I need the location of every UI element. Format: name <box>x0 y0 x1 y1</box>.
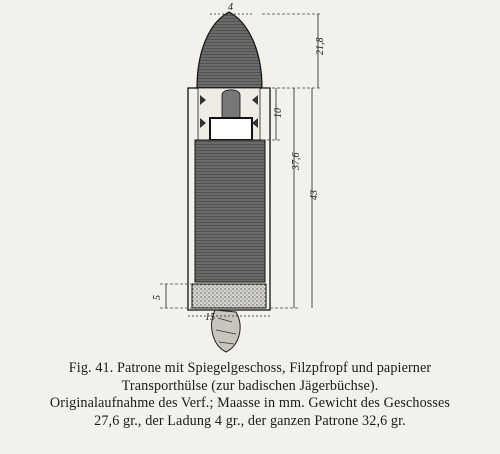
middle-length-label: 37,6 <box>291 152 302 170</box>
caption-line-4: 27,6 gr., der Ladung 4 gr., der ganzen Patrone 32,6 gr. <box>94 412 406 429</box>
felt-wad <box>210 118 252 140</box>
expansion-plug <box>222 90 240 118</box>
caption-line-1: Fig. 41. Patrone mit Spiegelgeschoss, Filzpfropf und papierner <box>68 360 432 376</box>
caption-line-2: Transporthülse (zur badischen Jägerbüchse). <box>121 377 379 394</box>
bullet-length-label: 21,8 <box>315 37 326 55</box>
inner-length-label: 10 <box>273 108 284 118</box>
figure-caption <box>0 360 500 430</box>
top-width-label: 4 <box>228 2 233 13</box>
caption-line-3: Originalaufnahme des Verf.; Maasse in mm. Gewicht des Geschosses <box>49 395 451 411</box>
paper-base <box>192 284 266 308</box>
base-width-label: 15 <box>205 312 215 323</box>
total-length-label: 43 <box>309 190 320 200</box>
bullet-ogive <box>197 12 262 88</box>
base-height-label: 5 <box>152 295 163 300</box>
powder-charge <box>195 140 265 282</box>
